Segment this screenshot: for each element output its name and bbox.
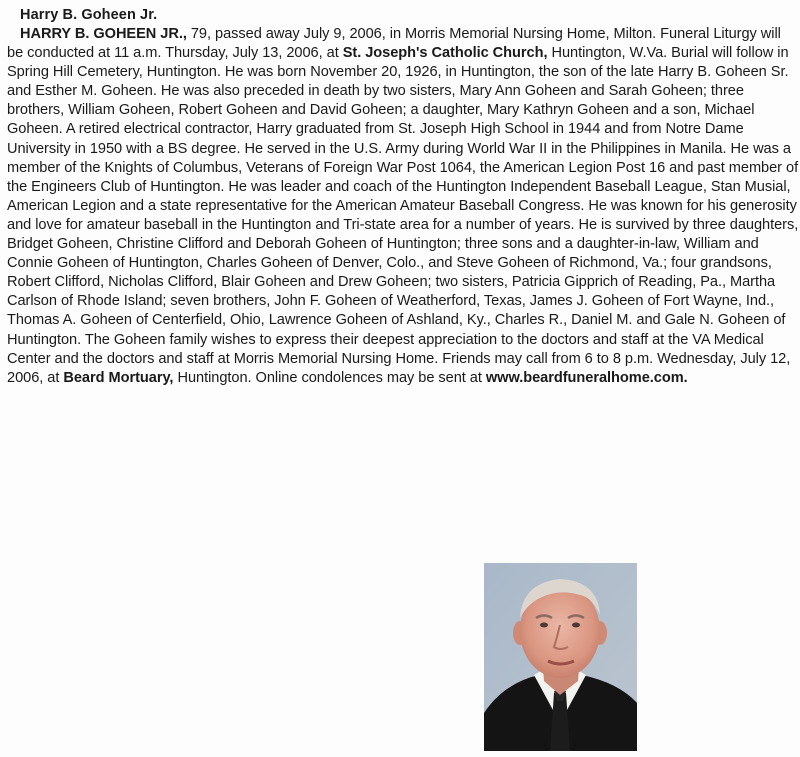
portrait-photo-icon [484, 563, 637, 751]
deceased-name: HARRY B. GOHEEN JR., [20, 26, 187, 42]
obituary-body-part-3: Huntington. Online condolences may be sent at [173, 369, 486, 386]
obituary-body-part-2: Huntington, W.Va. Burial will follow in Spring Hill Cemetery, Huntington. He was born November 20, 1926, in Huntington, the son of the late Harry B. Goheen Sr. and Esther M. Goheen. He was also preceded in death by two sisters, Mary Ann Goheen and Sarah Goheen; three brothers, William Goheen, Robert Goheen and David Goheen; a daughter, Mary Kathryn Goheen and a son, Michael Goheen. A retired electrical contractor, Harry graduated from St. Joseph High School in 1944 and from Notre Dame University in 1950 with a BS degree. He served in the U.S. Army during World War II in the Philippines in Manila. He was a member of the Knights of Columbus, Veterans of Foreign War Post 1064, the American Legion Post 16 and past member of the Engineers Club of Huntington. He was leader and coach of the Huntington Independent Baseball League, Stan Musial, American Legion and a state representative for the American Amateur Baseball Congress. He was known for his generosity and love for amateur baseball in the Huntington and Tri-state area for a number of years. He is survived by three daughters, Bridget Goheen, Christine Clifford and Deborah Goheen of Huntington; three sons and a daughter-in-law, William and Connie Goheen of Huntington, Charles Goheen of Denver, Colo., and Steve Goheen of Richmond, Va.; four grandsons, Robert Clifford, Nicholas Clifford, Blair Goheen and Drew Goheen; two sisters, Patricia Gipprich of Reading, Pa., Martha Carlson of Rhode Island; seven brothers, John F. Goheen of Weatherford, Texas, James J. Goheen of Fort Wayne, Ind., Thomas A. Goheen of Centerfield, Ohio, Lawrence Goheen of Ashland, Ky., Charles R., Daniel M. and Gale N. Goheen of Huntington. The Goheen family wishes to express their deepest appreciation to the doctors and staff at the VA Medical Center and the doctors and staff at Morris Memorial Nursing Home. Friends may call from 6 to 8 p.m. Wednesday, July 12, 2006, at [7, 45, 799, 386]
obituary-heading: Harry B. Goheen Jr. [20, 7, 158, 23]
funeral-home-website: www.beardfuneralhome.com. [485, 369, 688, 386]
mortuary-name: Beard Mortuary, [63, 369, 174, 386]
portrait-photo [484, 563, 637, 751]
obituary-text [7, 25, 799, 388]
obituary-body-part-1: 79, passed away July 9, 2006, in Morris Memorial Nursing Home, Milton. Funeral Liturgy will be conducted at 11 a.m. Thursday, July 13, 2006, at [7, 26, 781, 62]
church-name: St. Joseph's Catholic Church, [342, 45, 548, 62]
